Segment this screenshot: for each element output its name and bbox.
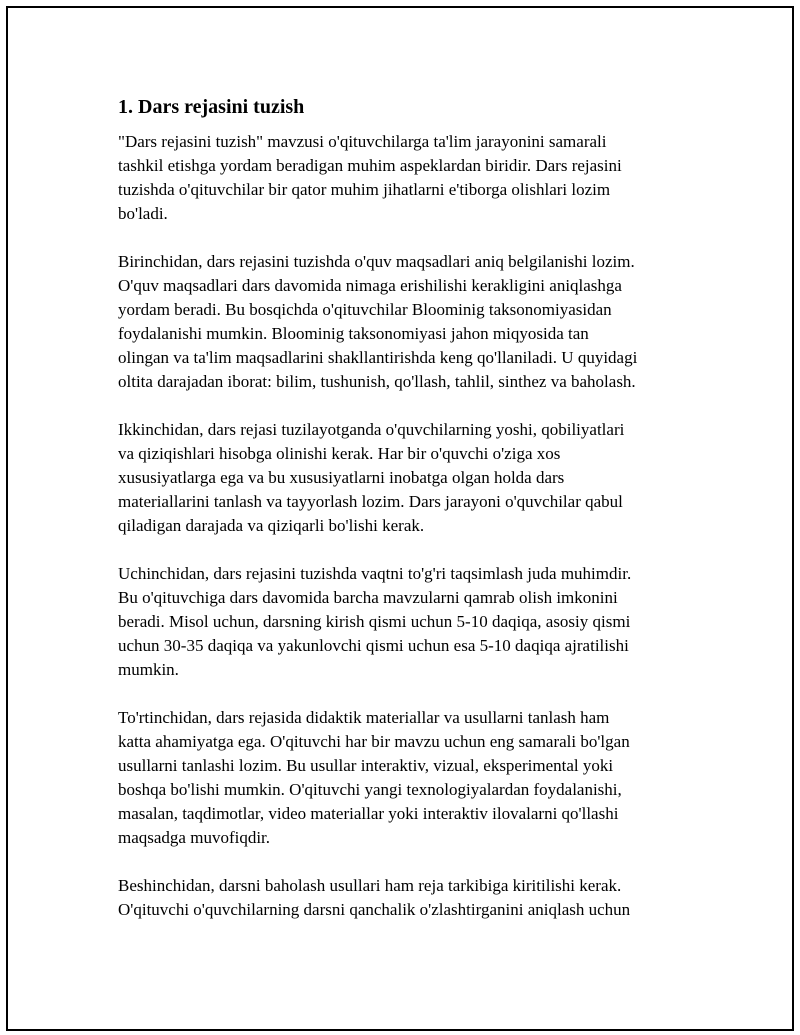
section-heading: 1. Dars rejasini tuzish [118,96,305,118]
text-line: Ikkinchidan, dars rejasi tuzilayotganda o'quvchilarning yoshi, qobiliyatlari [118,420,625,439]
paragraph-intro [118,130,682,226]
paragraph-third [118,562,682,682]
text-line: Beshinchidan, darsni baholash usullari ham reja tarkibiga kiritilishi kerak. [118,876,622,895]
text-line: xususiyatlarga ega va bu xususiyatlarni inobatga olgan holda dars [118,468,565,487]
text-line: Bu o'qituvchiga dars davomida barcha mavzularni qamrab olish imkonini [118,588,618,607]
paragraph-first [118,250,682,394]
text-line: materiallarini tanlash va tayyorlash lozim. Dars jarayoni o'quvchilar qabul [118,492,623,511]
text-line: Uchinchidan, dars rejasini tuzishda vaqtni to'g'ri taqsimlash juda muhimdir. [118,564,632,583]
document-body [118,94,682,946]
text-line: tashkil etishga yordam beradigan muhim aspeklardan biridir. Dars rejasini [118,156,622,175]
paragraph-fifth [118,874,682,922]
text-line: uchun 30-35 daqiqa va yakunlovchi qismi uchun esa 5-10 daqiqa ajratilishi [118,636,629,655]
text-line: To'rtinchidan, dars rejasida didaktik materiallar va usullarni tanlash ham [118,708,610,727]
text-line: va qiziqishlari hisobga olinishi kerak. Har bir o'quvchi o'ziga xos [118,444,561,463]
text-line: oltita darajadan iborat: bilim, tushunish, qo'llash, tahlil, sinthez va baholash. [118,372,636,391]
text-line: O'quv maqsadlari dars davomida nimaga erishilishi kerakligini aniqlashga [118,276,622,295]
text-line: beradi. Misol uchun, darsning kirish qismi uchun 5-10 daqiqa, asosiy qismi [118,612,631,631]
text-line: foydalanishi mumkin. Bloominig taksonomiyasi jahon miqyosida tan [118,324,589,343]
text-line: yordam beradi. Bu bosqichda o'qituvchilar Bloominig taksonomiyasidan [118,300,612,319]
text-line: O'qituvchi o'quvchilarning darsni qanchalik o'zlashtirganini aniqlash uchun [118,900,631,919]
text-line: katta ahamiyatga ega. O'qituvchi har bir mavzu uchun eng samarali bo'lgan [118,732,630,751]
text-line: "Dars rejasini tuzish" mavzusi o'qituvchilarga ta'lim jarayonini samarali [118,132,607,151]
paragraph-fourth [118,706,682,850]
text-line: qiladigan darajada va qiziqarli bo'lishi kerak. [118,516,425,535]
text-line: maqsadga muvofiqdir. [118,828,271,847]
text-line: mumkin. [118,660,179,679]
text-line: olingan va ta'lim maqsadlarini shakllantirishda keng qo'llaniladi. U quyidagi [118,348,638,367]
text-line: boshqa bo'lishi mumkin. O'qituvchi yangi texnologiyalardan foydalanishi, [118,780,622,799]
paragraph-second [118,418,682,538]
text-line: bo'ladi. [118,204,168,223]
text-line: Birinchidan, dars rejasini tuzishda o'quv maqsadlari aniq belgilanishi lozim. [118,252,635,271]
text-line: tuzishda o'qituvchilar bir qator muhim jihatlarni e'tiborga olishlari lozim [118,180,611,199]
text-line: usullarni tanlashi lozim. Bu usullar interaktiv, vizual, eksperimental yoki [118,756,614,775]
text-line: masalan, taqdimotlar, video materiallar yoki interaktiv ilovalarni qo'llashi [118,804,619,823]
